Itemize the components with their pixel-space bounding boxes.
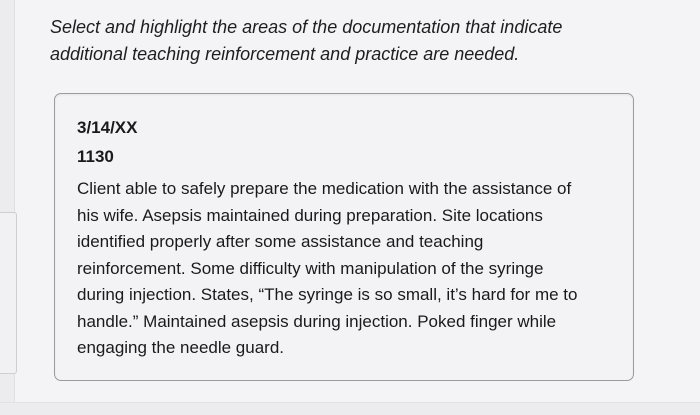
note-date[interactable]: 3/14/XX bbox=[77, 118, 138, 137]
question-prompt-line-2: additional teaching reinforcement and practice are needed. bbox=[50, 44, 520, 64]
question-prompt-line-1: Select and highlight the areas of the documentation that indicate bbox=[50, 17, 563, 37]
documentation-box[interactable] bbox=[54, 93, 634, 381]
note-line[interactable]: handle.” Maintained asepsis during injection. Poked finger while bbox=[77, 311, 557, 331]
note-line[interactable]: identified properly after some assistance and teaching bbox=[77, 232, 484, 251]
note-time[interactable]: 1130 bbox=[77, 147, 114, 166]
question-prompt bbox=[50, 14, 650, 68]
left-panel-tab bbox=[0, 212, 17, 374]
bottom-page-edge bbox=[0, 402, 700, 415]
note-line[interactable]: Client able to safely prepare the medication with the assistance of bbox=[77, 179, 572, 198]
note-line[interactable]: reinforcement. Some difficulty with manipulation of the syringe bbox=[77, 258, 544, 278]
note-line[interactable]: engaging the needle guard. bbox=[77, 338, 285, 357]
note-body[interactable] bbox=[77, 176, 617, 362]
note-line[interactable]: during injection. States, “The syringe is so small, it’s hard for me to bbox=[77, 285, 578, 304]
note-line[interactable]: his wife. Asepsis maintained during preparation. Site locations bbox=[77, 205, 543, 225]
